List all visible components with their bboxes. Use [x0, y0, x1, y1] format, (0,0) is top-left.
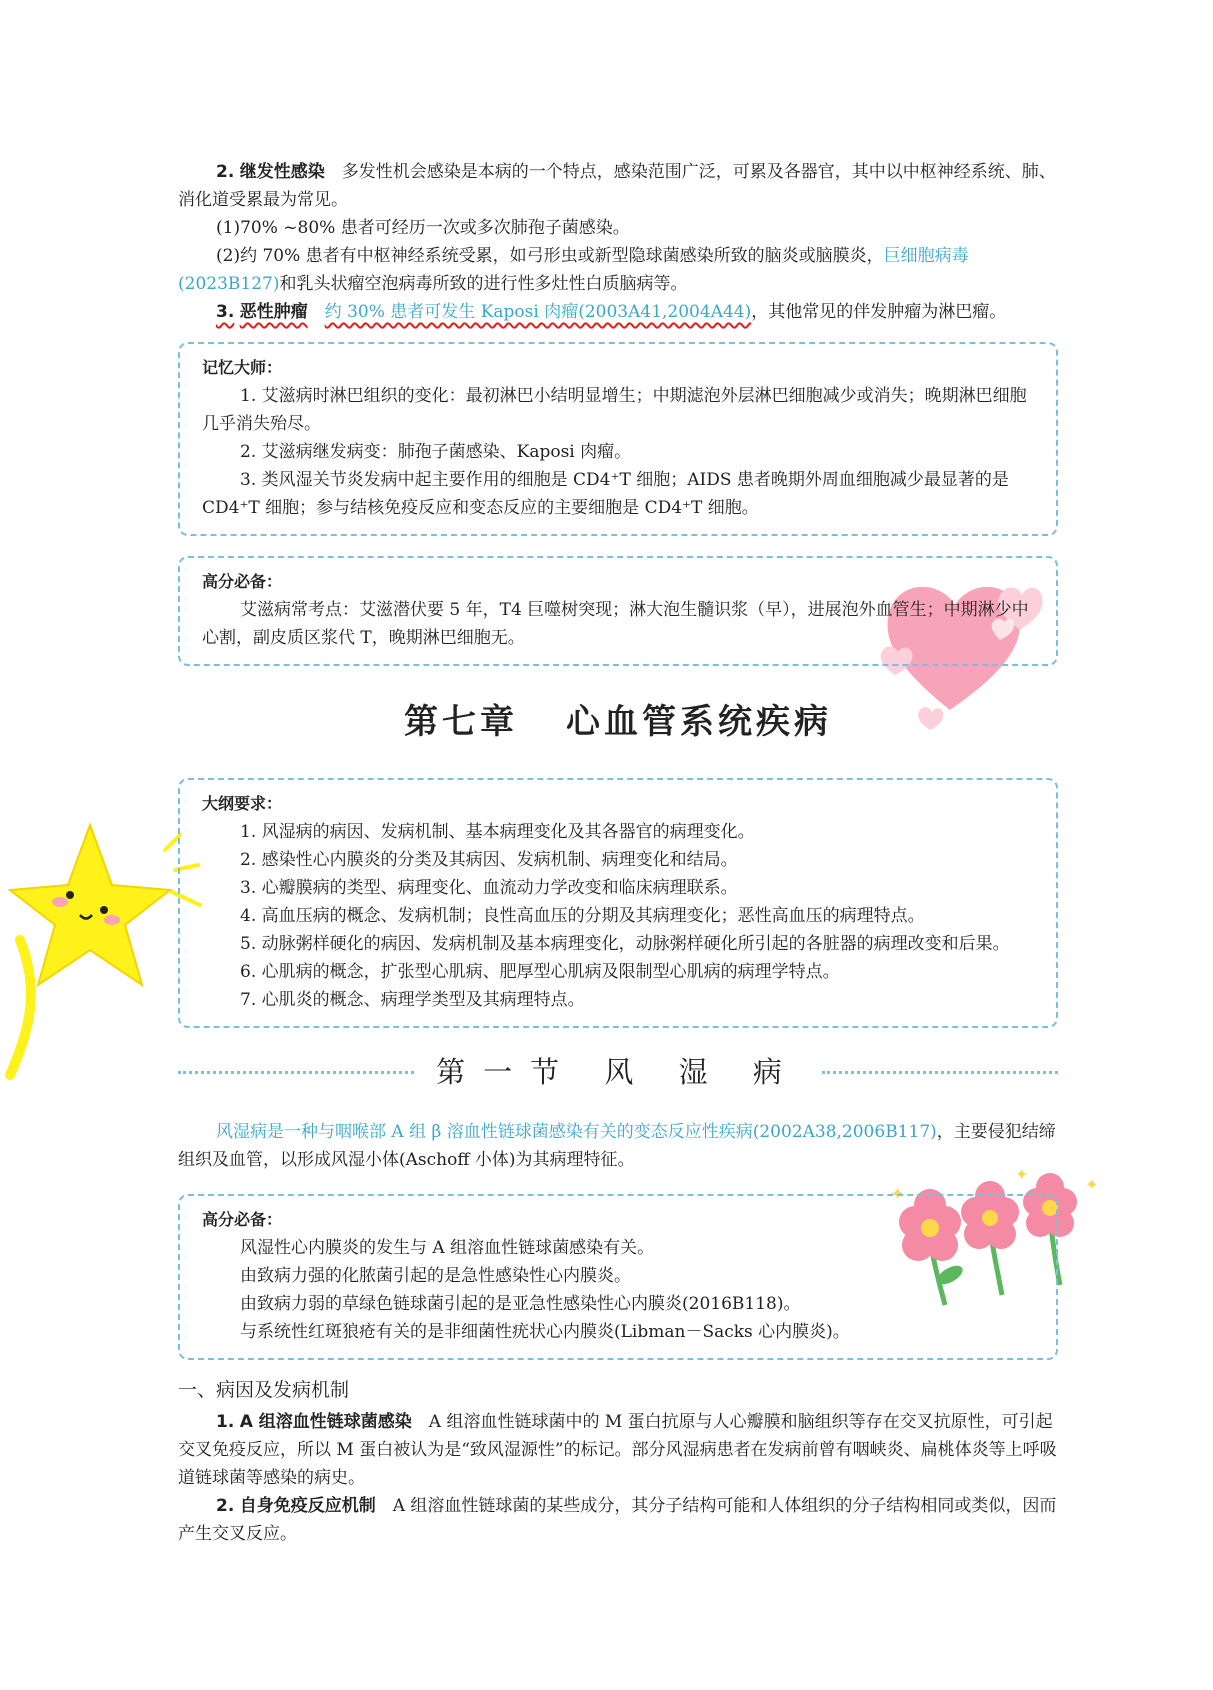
high-score-item: 与系统性红斑狼疮有关的是非细菌性疣状心内膜炎(Libman－Sacks 心内膜炎)。	[240, 1322, 850, 1342]
chapter-title	[178, 700, 1058, 744]
svg-text:✦: ✦	[890, 1184, 906, 1205]
item-title: 恶性肿瘤	[239, 302, 308, 322]
highlight-text: 巨细胞病毒(2023B127)	[178, 246, 969, 294]
paragraph-body: 多发性机会感染是本病的一个特点，感染范围广泛，可累及各器官，其中以中枢神经系统、肺、消化道受累最为常见。	[178, 162, 1056, 210]
memory-item: 2. 艾滋病继发病变：肺孢子菌感染、Kaposi 肉瘤。	[240, 442, 632, 462]
svg-text:✦: ✦	[1085, 1175, 1099, 1194]
sub-item-text: 和乳头状瘤空泡病毒所致的进行性多灶性白质脑病等。	[279, 274, 688, 294]
paragraph-body: A 组溶血性链球菌的某些成分，其分子结构可能和人体组织的分子结构相同或类似，因而产生交叉反应。	[178, 1496, 1057, 1544]
item-title: 自身免疫反应机制	[239, 1496, 376, 1516]
high-score-box-title: 高分必备：	[202, 1210, 283, 1229]
item-number: 3.	[216, 302, 235, 322]
item-number: 2.	[216, 162, 235, 182]
item-number: 2.	[216, 1496, 235, 1516]
outline-item: 7. 心肌炎的概念、病理学类型及其病理特点。	[240, 990, 585, 1010]
paragraph-body: ，其他常见的伴发肿瘤为淋巴瘤。	[751, 302, 1007, 322]
high-score-box	[178, 1194, 1058, 1360]
memory-box	[178, 342, 1058, 536]
high-score-item: 由致病力弱的草绿色链球菌引起的是亚急性感染性心内膜炎(2016B118)。	[240, 1294, 801, 1314]
outline-box-title: 大纲要求：	[202, 794, 283, 813]
sub-item-2	[178, 242, 1058, 298]
sub-item-1: (1)70% ~80% 患者可经历一次或多次肺孢子菌感染。	[216, 218, 630, 238]
high-score-item: 风湿性心内膜炎的发生与 A 组溶血性链球菌感染有关。	[240, 1238, 655, 1258]
item-title: A 组溶血性链球菌感染	[239, 1412, 412, 1432]
outline-item: 6. 心肌病的概念，扩张型心肌病、肥厚型心肌病及限制型心肌病的病理学特点。	[240, 962, 840, 982]
outline-item: 4. 高血压病的概念、发病机制；良性高血压的分期及其病理变化；恶性高血压的病理特点。	[240, 906, 925, 926]
high-score-box	[178, 556, 1058, 666]
outline-item: 1. 风湿病的病因、发病机制、基本病理变化及其各器官的病理变化。	[240, 822, 755, 842]
divider	[822, 1071, 1058, 1074]
chapter-number: 第七章	[404, 702, 518, 742]
highlight-text: 风湿病是一种与咽喉部 A 组 β 溶血性链球菌感染有关的变态反应性疾病(2002A38,2006B117)	[216, 1122, 937, 1142]
outline-item: 5. 动脉粥样硬化的病因、发病机制及基本病理变化，动脉粥样硬化所引起的各脏器的病理改变和后果。	[240, 934, 1010, 954]
paragraph-secondary-infection	[178, 158, 1058, 214]
outline-item: 3. 心瓣膜病的类型、病理变化、血流动力学改变和临床病理联系。	[240, 878, 738, 898]
intro-paragraph	[178, 1118, 1058, 1174]
section-title: 第一节 风 湿 病	[436, 1055, 800, 1089]
paragraph-autoimmune	[178, 1492, 1058, 1548]
memory-item: 3. 类风湿关节炎发病中起主要作用的细胞是 CD4⁺T 细胞；AIDS 患者晚期外周血细胞减少最显著的是 CD4⁺T 细胞；参与结核免疫反应和变态反应的主要细胞是 CD4⁺T 细胞。	[202, 470, 1009, 518]
highlight-text: 约 30% 患者可发生 Kaposi 肉瘤(2003A41,2004A44)	[324, 302, 752, 322]
page-content	[178, 158, 1058, 1548]
memory-box-title: 记忆大师：	[202, 358, 283, 377]
sub-item-text: (2)约 70% 患者有中枢神经系统受累，如弓形虫或新型隐球菌感染所致的脑炎或脑膜炎，	[216, 246, 884, 266]
paragraph-strep-infection	[178, 1408, 1058, 1492]
section-heading: 一、病因及发病机制	[178, 1379, 350, 1401]
divider	[178, 1071, 414, 1074]
memory-item: 1. 艾滋病时淋巴组织的变化：最初淋巴小结明显增生；中期滤泡外层淋巴细胞减少或消失；晚期淋巴细胞几乎消失殆尽。	[202, 386, 1027, 434]
high-score-item: 由致病力强的化脓菌引起的是急性感染性心内膜炎。	[240, 1266, 631, 1286]
high-score-text: 艾滋病常考点：艾滋潜伏要 5 年，T4 巨噬树突现；淋大泡生髓识浆（早），进展泡外血管生；中期淋少中心割，副皮质区浆代 T，晚期淋巴细胞无。	[202, 600, 1029, 648]
chapter-name: 心血管系统疾病	[566, 702, 832, 742]
item-number: 1.	[216, 1412, 235, 1432]
outline-box	[178, 778, 1058, 1028]
outline-item: 2. 感染性心内膜炎的分类及其病因、发病机制、病理变化和结局。	[240, 850, 738, 870]
paragraph-malignant-tumor	[178, 298, 1058, 326]
section-header	[178, 1054, 1058, 1090]
paragraph-body: A 组溶血性链球菌中的 M 蛋白抗原与人心瓣膜和脑组织等存在交叉抗原性，可引起交叉免疫反应，所以 M 蛋白被认为是“致风湿源性”的标记。部分风湿病患者在发病前曾有咽峡炎、扁桃体炎等上呼吸道链球菌等感染的病史。	[178, 1412, 1057, 1488]
item-title: 继发性感染	[239, 162, 325, 182]
high-score-box-title: 高分必备：	[202, 572, 283, 591]
paragraph-body: ，主要侵犯结缔组织及血管，以形成风湿小体(Aschoff 小体)为其病理特征。	[178, 1122, 1056, 1170]
svg-text:✦: ✦	[1015, 1165, 1029, 1184]
